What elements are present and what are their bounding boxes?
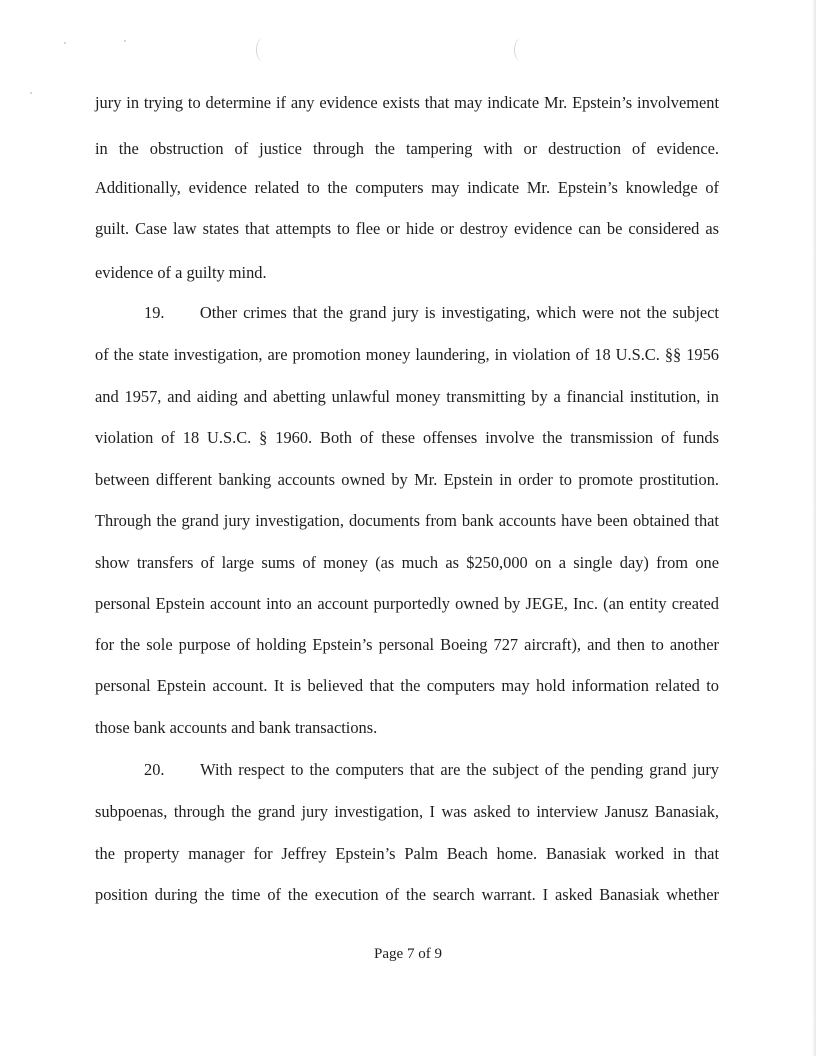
scan-speck [124, 40, 126, 42]
body-line: subpoenas, through the grand jury investigation, I was asked to interview Janusz Banasiak, [95, 802, 719, 821]
body-line: of the state investigation, are promotion money laundering, in violation of 18 U.S.C. §§ 1956 [95, 345, 719, 364]
body-line: violation of 18 U.S.C. § 1960. Both of these offenses involve the transmission of funds [95, 428, 719, 447]
body-line: personal Epstein account. It is believed that the computers may hold information related to [95, 676, 719, 695]
body-line: those bank accounts and bank transactions. [95, 718, 378, 737]
body-line-paragraph-19: 19. Other crimes that the grand jury is investigating, which were not the subject [144, 303, 719, 322]
scan-artifact-mark [514, 38, 529, 62]
page-number-footer: Page 7 of 9 [374, 946, 442, 962]
body-line-paragraph-20: 20. With respect to the computers that are the subject of the pending grand jury [144, 760, 719, 779]
body-line: personal Epstein account into an account purportedly owned by JEGE, Inc. (an entity created [95, 594, 719, 613]
body-line: in the obstruction of justice through the tampering with or destruction of evidence. [95, 139, 719, 158]
scan-artifact-mark [256, 38, 271, 62]
body-line: for the sole purpose of holding Epstein’s personal Boeing 727 aircraft), and then to another [95, 635, 719, 654]
body-line: Additionally, evidence related to the computers may indicate Mr. Epstein’s knowledge of [95, 178, 719, 197]
body-line: evidence of a guilty mind. [95, 263, 267, 282]
page-edge-shadow [812, 0, 816, 1056]
body-line: Through the grand jury investigation, documents from bank accounts have been obtained that [95, 511, 719, 530]
scan-speck [64, 42, 66, 44]
body-line: position during the time of the execution of the search warrant. I asked Banasiak whether [95, 885, 719, 904]
body-line: jury in trying to determine if any evidence exists that may indicate Mr. Epstein’s involvement [95, 93, 719, 112]
body-line: between different banking accounts owned by Mr. Epstein in order to promote prostitution. [95, 470, 719, 489]
body-line: the property manager for Jeffrey Epstein’s Palm Beach home. Banasiak worked in that [95, 844, 719, 863]
body-line: guilt. Case law states that attempts to flee or hide or destroy evidence can be considered as [95, 219, 719, 238]
body-line: show transfers of large sums of money (as much as $250,000 on a single day) from one [95, 553, 719, 572]
body-line: and 1957, and aiding and abetting unlawful money transmitting by a financial institution, in [95, 387, 719, 406]
scan-speck [30, 92, 32, 94]
